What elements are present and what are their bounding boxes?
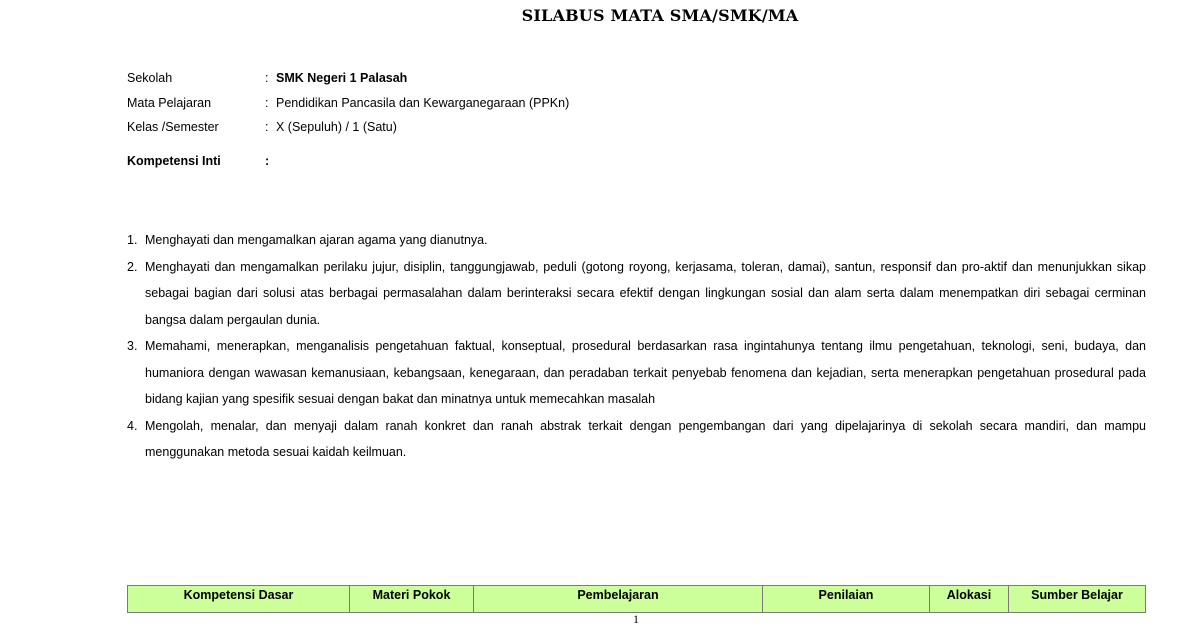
colon: : bbox=[265, 120, 269, 135]
colon: : bbox=[265, 95, 269, 110]
column-header-penilaian: Penilaian bbox=[763, 586, 930, 613]
list-item-number: 1. bbox=[127, 233, 138, 247]
list-item-text: Mengolah, menalar, dan menyaji dalam ranah konkret dan ranah abstrak terkait dengan pengembangan dari yang dipelajarinya di sekolah secara mandiri, dan mampu menggunakan metoda sesuai kaidah keilmuan. bbox=[145, 418, 1146, 459]
page-number: 1 bbox=[633, 612, 639, 626]
column-header-alokasi: Alokasi bbox=[930, 586, 1009, 613]
info-row-school bbox=[127, 66, 569, 91]
info-row-class bbox=[127, 115, 569, 140]
table-header-row bbox=[128, 586, 1146, 613]
list-item-number: 4. bbox=[127, 418, 138, 433]
list-item-text: Menghayati dan mengamalkan perilaku jujur, disiplin, tanggungjawab, peduli (gotong royong, kerjasama, toleran, damai), santun, responsif dan pro-aktif dan menunjukkan sikap sebagai bagian dari solusi atas berbagai permasalahan dalam berinteraksi secara efektif dengan lingkungan sosial dan alam serta dalam menempatkan diri sebagai cerminan bangsa dalam pergaulan dunia. bbox=[145, 259, 1146, 327]
column-header-pembelajaran: Pembelajaran bbox=[474, 586, 763, 613]
subject-value: Pendidikan Pancasila dan Kewarganegaraan (PPKn) bbox=[276, 95, 570, 110]
list-item-text: Memahami, menerapkan, menganalisis pengetahuan faktual, konseptual, prosedural berdasarkan rasa ingintahunya tentang ilmu pengetahuan, teknologi, seni, budaya, dan humaniora dengan wawasan kemanusiaan, kebangsaan, kenegaraan, dan peradaban terkait penyebab fenomena dan kejadian, serta menerapkan pengetahuan prosedural pada bidang kajian yang spesifik sesuai dengan bakat dan minatnya untuk memecahkan masalah bbox=[145, 339, 1146, 406]
colon: : bbox=[265, 154, 270, 168]
school-label: Sekolah bbox=[127, 71, 173, 86]
list-item bbox=[127, 333, 1146, 413]
colon: : bbox=[265, 71, 269, 86]
column-header-materi-pokok: Materi Pokok bbox=[350, 586, 474, 613]
class-value: X (Sepuluh) / 1 (Satu) bbox=[276, 120, 397, 135]
kompetensi-inti-list bbox=[127, 227, 1146, 466]
school-value: SMK Negeri 1 Palasah bbox=[276, 71, 408, 86]
list-item bbox=[127, 254, 1146, 334]
info-row-subject bbox=[127, 91, 569, 116]
list-item bbox=[127, 227, 1146, 254]
kompetensi-inti-label: Kompetensi Inti bbox=[127, 154, 221, 168]
column-header-kompetensi-dasar: Kompetensi Dasar bbox=[128, 586, 350, 613]
syllabus-table bbox=[127, 585, 1146, 613]
document-title: SILABUS MATA SMA/SMK/MA bbox=[521, 6, 799, 25]
info-block bbox=[127, 66, 569, 140]
column-header-sumber-belajar: Sumber Belajar bbox=[1009, 586, 1146, 613]
list-item bbox=[127, 413, 1146, 466]
list-item-text: Menghayati dan mengamalkan ajaran agama yang dianutnya. bbox=[145, 233, 488, 247]
kompetensi-inti-heading bbox=[127, 154, 269, 168]
class-label: Kelas /Semester bbox=[127, 120, 219, 135]
list-item-number: 3. bbox=[127, 339, 138, 353]
list-item-number: 2. bbox=[127, 259, 138, 274]
subject-label: Mata Pelajaran bbox=[127, 95, 212, 110]
